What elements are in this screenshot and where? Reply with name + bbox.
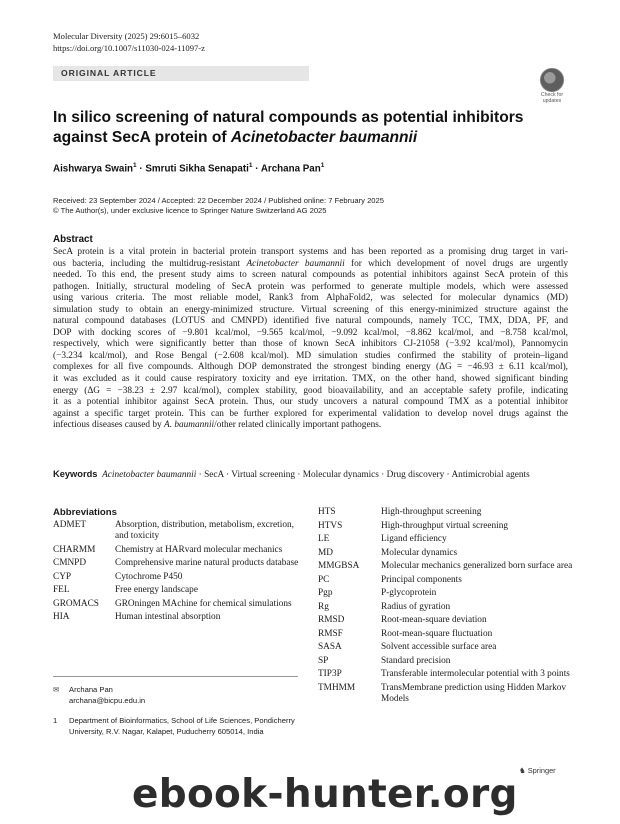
abbreviation-row [318,602,573,613]
abbreviation-row [318,561,573,572]
author-separator: · [252,163,261,175]
abbreviation-term: ADMET [53,520,87,530]
abbreviation-row [318,615,573,626]
badge-text-line1: Check for [540,92,564,98]
abstract-line: infectious diseases caused by A. baumannii/other related clinically important pathogens. [53,420,382,431]
abbreviation-row [318,521,573,532]
abstract-line: against a specific target protein. This can be further explored for experimental validation to develop novel drugs against the [53,408,568,419]
journal-citation [53,31,205,54]
author-name[interactable]: Aishwarya Swain [53,163,134,175]
abstract-heading: Abstract [53,234,93,245]
abbreviation-definition: Cytochrome P450 [115,571,183,582]
abstract-line: it was excluded as it could cause respiratory toxicity and eye irritation. TMX, on the other hand, showed significant binding [53,374,568,385]
abbreviation-definition: Solvent accessible surface area [381,642,497,652]
abbreviation-term: LE [318,534,330,544]
article-type-banner: ORIGINAL ARTICLE [53,66,309,81]
abbreviation-term: HTS [318,507,336,517]
title-plain: against SecA protein of [53,128,231,146]
abstract-line: needed. To this end, the present study aims to screen natural compounds as potential inhibitors against SecA protein of this [53,270,568,281]
abbreviation-definition: Root-mean-square fluctuation [381,628,493,639]
abbreviation-term: MD [318,547,333,558]
abstract-line: ous bacteria, including the multidrug-resistant Acinetobacter baumannii for which development of novel drugs are urgently [53,258,568,269]
abbreviation-row [318,642,573,653]
abbreviation-row [53,585,303,596]
abbreviation-definition: Comprehensive marine natural products database [115,558,299,569]
abbreviation-term: HIA [53,612,70,623]
author-list [53,162,324,174]
author-name[interactable]: Smruti Sikha Senapati [145,163,249,175]
abbreviation-definition: High-throughput screening [381,507,482,517]
abbreviation-definition: TransMembrane prediction using Hidden Markov Models [381,682,567,704]
abbreviation-term: TIP3P [318,669,342,679]
abbreviations-right-column [318,507,573,707]
abbreviation-row [318,629,573,640]
abstract-line: DOP with docking scores of −9.801 kcal/mol, −9.565 kcal/mol, −9.092 kcal/mol, −8.862 kcal/mol, and −8.758 kcal/mol, [53,327,568,338]
author-separator: · [136,163,146,175]
check-for-updates-badge[interactable] [536,68,568,104]
affiliation [53,716,298,737]
journal-name-volume: Molecular Diversity (2025) 29:6015–6032 [53,31,200,41]
publisher-name: Springer [527,766,556,775]
abstract-line: simulation study to obtain an energy-minimized structure. Virtual screening of this energy-minimized structure against the [53,304,568,315]
springer-horse-icon: ♞ [519,766,526,775]
history-dates: Received: 23 September 2024 / Accepted: 22 December 2024 / Published online: 7 February 2025 [53,196,384,205]
abstract-line: SecA protein is a vital protein in bacterial protein transport systems and has been reported as a promising drug target in vari- [53,247,568,257]
abbreviation-row [53,545,303,556]
abbreviation-term: Rg [318,601,329,612]
title-italic-species: Acinetobacter baumannii [230,128,418,146]
affiliation-text: Department of Bioinformatics, School of Life Sciences, Pondicherry University, R.V. Nagar, Kalapet, Puducherry 605014, India [69,716,295,736]
abbreviation-term: GROMACS [53,598,99,609]
abstract-line: natural compound databases (LOTUS and CMNPD) identified five natural compounds, namely TCC, TMX, DDA, PF, and [53,316,568,327]
abbreviation-definition: Molecular dynamics [381,547,458,558]
abbreviation-definition: High-throughput virtual screening [381,520,509,531]
abbreviation-row [318,656,573,667]
abbreviation-term: PC [318,574,330,585]
abstract-line: pathogen. Initially, structural modeling of SecA protein was performed to generate multiple models, which were assessed [53,281,568,292]
abstract-line: it as a potential inhibitor against SecA protein. Thus, our study uncovers a natural compound TMX as a potential inhibitor [53,397,568,408]
abbreviation-term: CMNPD [53,558,87,569]
corresponding-email[interactable]: archana@bicpu.edu.in [69,695,146,705]
abbreviation-definition: Chemistry at HARvard molecular mechanics [115,544,283,555]
abbreviation-row [53,520,303,542]
abstract-body [53,247,568,432]
abbreviation-definition: Standard precision [381,655,451,666]
abbreviation-row [53,612,303,623]
corresponding-author: Archana Pan [69,685,113,694]
abbreviation-definition: Transferable intermolecular potential with 3 points [381,669,570,679]
mail-icon: ✉ [53,685,60,694]
abbreviation-row [318,575,573,586]
abbreviation-term: MMGBSA [318,561,360,571]
abbreviations-heading: Abbreviations [53,507,117,518]
abbreviation-definition: GROningen MAchine for chemical simulations [115,598,292,609]
abbreviation-row [53,599,303,610]
abbreviation-term: RMSF [318,628,343,639]
abbreviations-left-column [53,520,303,626]
abbreviation-term: CHARMM [53,544,96,555]
abbreviation-term: HTVS [318,520,343,531]
keyword-list: · SecA · Virtual screening · Molecular dynamics · Drug discovery · Antimicrobial agents [196,470,530,480]
abbreviation-row [318,669,573,680]
correspondence [53,685,145,706]
author-affiliation-mark: 1 [248,162,253,169]
author-name[interactable]: Archana Pan [260,163,321,175]
abbreviation-term: TMHMM [318,682,356,693]
keyword-species: Acinetobacter baumannii [102,470,197,480]
abbreviation-definition: Molecular mechanics generalized born surface area [381,561,573,571]
abbreviation-term: SASA [318,642,342,652]
abbreviation-definition: Principal components [381,574,462,585]
keywords [53,469,568,482]
springer-logo [519,766,556,775]
abbreviation-row [318,548,573,559]
abstract-line: (−3.234 kcal/mol), and Rose Bengal (−2.608 kcal/mol). MD simulation studies confirmed the stability of protein–ligand [53,350,568,361]
abbreviation-row [318,683,573,705]
article-title [53,108,553,147]
abbreviation-definition: Absorption, distribution, metabolism, excretion, and toxicity [115,520,294,542]
title-line1: In silico screening of natural compounds as potential inhibitors [53,109,524,126]
abbreviation-row [318,588,573,599]
abbreviation-row [53,572,303,583]
title-line2 [53,128,553,148]
author-affiliation-mark: 1 [133,162,137,169]
affiliation-number: 1 [53,716,58,725]
abbreviation-term: Pgp [318,588,333,598]
author-affiliation-mark: 1 [320,162,325,169]
abstract-line: using various criteria. The most reliable model, Rank3 from AlphaFold2, was selected for molecular dynamics (MD) [53,293,568,304]
abbreviation-row [318,534,573,545]
abbreviation-term: SP [318,655,329,666]
abstract-line: respectively, which were significantly better than those of known SecA inhibitors CJ-21058 (−3.92 kcal/mol), Pannomycin [53,339,568,350]
watermark: ebook-hunter.org [132,772,518,817]
abbreviation-row [318,507,573,518]
abstract-line: complexes for all five compounds. Although DOP demonstrated the strongest binding energy (ΔG = −46.93 ± 6.11 kcal/mol), [53,362,568,373]
abbreviation-term: FEL [53,585,70,596]
abbreviation-definition: Free energy landscape [115,585,198,596]
keywords-label: Keywords [53,469,98,479]
badge-text-line2: updates [542,97,562,104]
abbreviation-definition: P-glycoprotein [381,588,437,598]
abbreviation-term: RMSD [318,615,345,625]
publication-dates [53,196,384,217]
copyright-line: © The Author(s), under exclusive licence to Springer Nature Switzerland AG 2025 [53,206,327,216]
abstract-line: energy (ΔG = −38.23 ± 2.97 kcal/mol), complex stability, good bioavailability, and an acceptable safety profile, indicating [53,385,568,396]
abbreviation-definition: Radius of gyration [381,601,451,612]
footnote-divider [53,676,298,677]
check-for-updates-icon [540,68,564,92]
doi-link[interactable]: https://doi.org/10.1007/s11030-024-11097-z [53,42,205,53]
abbreviation-row [53,558,303,569]
abbreviation-term: CYP [53,571,72,582]
abbreviation-definition: Human intestinal absorption [115,612,221,623]
abbreviation-definition: Root-mean-square deviation [381,615,487,625]
abbreviation-definition: Ligand efficiency [381,534,447,544]
